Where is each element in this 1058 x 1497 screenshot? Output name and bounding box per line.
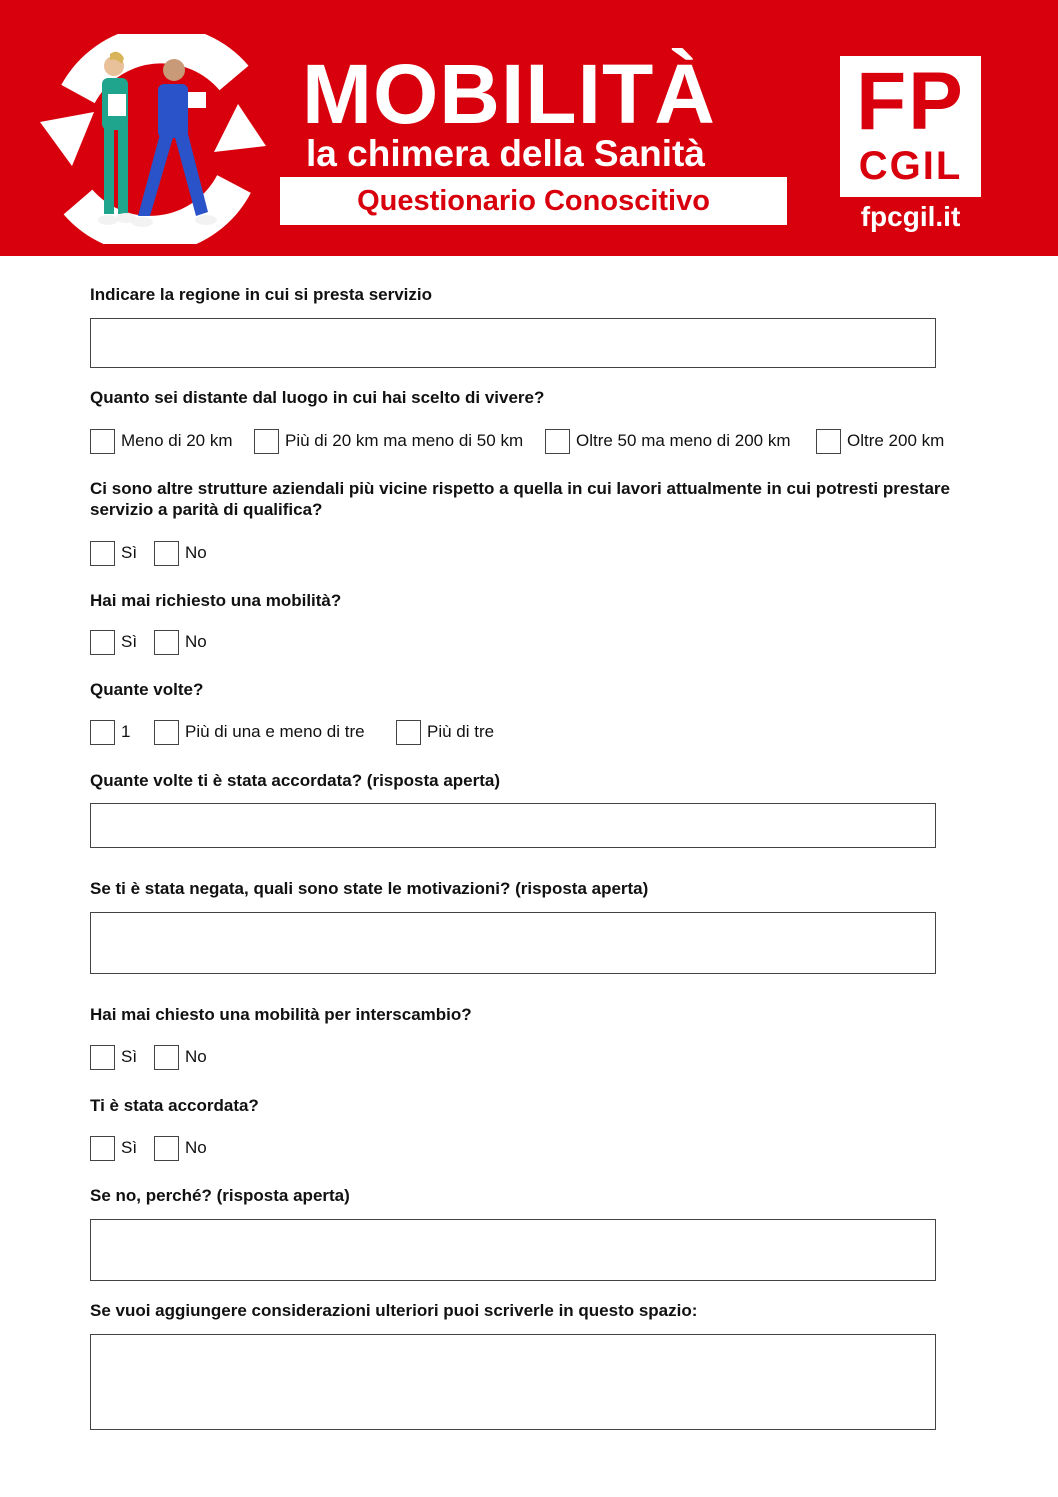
- question-why-not: Se no, perché? (risposta aperta): [90, 1186, 350, 1205]
- question-region: Indicare la regione in cui si presta servizio: [90, 285, 433, 304]
- checkbox[interactable]: [154, 630, 179, 655]
- option-label: Più di 20 km ma meno di 50 km: [285, 431, 524, 450]
- survey-label: Questionario Conoscitivo: [357, 184, 710, 217]
- option-label: 1: [121, 722, 131, 741]
- option-interchange-granted-no[interactable]: [154, 1135, 207, 1161]
- option-interchange-granted-yes[interactable]: [90, 1135, 137, 1161]
- option-label: No: [185, 543, 207, 562]
- denied-reasons-input[interactable]: [90, 912, 936, 974]
- option-closer-no[interactable]: [154, 540, 207, 566]
- website-link[interactable]: fpcgil.it: [860, 201, 961, 232]
- option-label: Sì: [121, 1047, 138, 1066]
- question-denied-reasons: Se ti è stata negata, quali sono state le motivazioni? (risposta aperta): [90, 879, 649, 898]
- question-interchange: Hai mai chiesto una mobilità per interscambio?: [90, 1005, 472, 1024]
- option-label: Meno di 20 km: [121, 431, 233, 450]
- checkbox[interactable]: [545, 429, 570, 454]
- option-interchange-no[interactable]: [154, 1044, 207, 1070]
- checkbox[interactable]: [396, 720, 421, 745]
- option-closer-yes[interactable]: [90, 540, 137, 566]
- question-interchange-granted: Ti è stata accordata?: [90, 1096, 259, 1115]
- granted-times-input[interactable]: [90, 803, 936, 848]
- option-label: No: [185, 632, 207, 651]
- question-closer-facilities: Ci sono altre strutture aziendali più vicine rispetto a quella in cui lavori attualmente in cui potresti prestare servizio a parità di qualifica?: [90, 479, 950, 519]
- question-distance: Quanto sei distante dal luogo in cui hai scelto di vivere?: [90, 388, 545, 407]
- option-times-2[interactable]: [154, 719, 365, 745]
- checkbox[interactable]: [816, 429, 841, 454]
- option-distance-1[interactable]: [90, 428, 233, 454]
- option-requested-no[interactable]: [154, 629, 207, 655]
- checkbox[interactable]: [90, 429, 115, 454]
- fpcgil-logo: [840, 56, 981, 197]
- header-banner: [0, 0, 1058, 256]
- option-label: No: [185, 1047, 207, 1066]
- doctor-figure-icon: [131, 59, 217, 227]
- option-label: Sì: [121, 632, 138, 651]
- option-distance-2[interactable]: [254, 428, 523, 454]
- option-label: Sì: [121, 1138, 138, 1157]
- option-label: Oltre 200 km: [847, 431, 945, 450]
- question-granted-times: Quante volte ti è stata accordata? (risposta aperta): [90, 771, 501, 790]
- survey-label-box: [280, 177, 787, 225]
- region-input[interactable]: [90, 318, 936, 368]
- why-not-input[interactable]: [90, 1219, 936, 1281]
- option-distance-4[interactable]: [816, 428, 944, 454]
- option-label: Oltre 50 ma meno di 200 km: [576, 431, 791, 450]
- checkbox[interactable]: [90, 1136, 115, 1161]
- checkbox[interactable]: [254, 429, 279, 454]
- question-times: Quante volte?: [90, 680, 204, 699]
- option-times-1[interactable]: [90, 719, 130, 745]
- checkbox[interactable]: [154, 720, 179, 745]
- option-label: No: [185, 1138, 207, 1157]
- option-label: Più di tre: [427, 722, 495, 741]
- checkbox[interactable]: [90, 541, 115, 566]
- logo-fp-text: FP: [856, 56, 965, 147]
- checkbox[interactable]: [90, 720, 115, 745]
- mobility-emblem-icon: [38, 34, 270, 244]
- option-distance-3[interactable]: [545, 428, 790, 454]
- considerations-input[interactable]: [90, 1334, 936, 1430]
- logo-cgil-text: CGIL: [858, 144, 963, 188]
- question-requested-mobility: Hai mai richiesto una mobilità?: [90, 591, 342, 610]
- option-label: Sì: [121, 543, 138, 562]
- checkbox[interactable]: [154, 1045, 179, 1070]
- option-label: Più di una e meno di tre: [185, 722, 365, 741]
- checkbox[interactable]: [154, 1136, 179, 1161]
- page-subtitle: la chimera della Sanità: [306, 133, 705, 174]
- checkbox[interactable]: [90, 630, 115, 655]
- option-interchange-yes[interactable]: [90, 1044, 137, 1070]
- question-considerations: Se vuoi aggiungere considerazioni ulteriori puoi scriverle in questo spazio:: [90, 1301, 698, 1320]
- checkbox[interactable]: [90, 1045, 115, 1070]
- option-requested-yes[interactable]: [90, 629, 137, 655]
- checkbox[interactable]: [154, 541, 179, 566]
- option-times-3[interactable]: [396, 719, 494, 745]
- page-title: MOBILITÀ: [302, 47, 716, 141]
